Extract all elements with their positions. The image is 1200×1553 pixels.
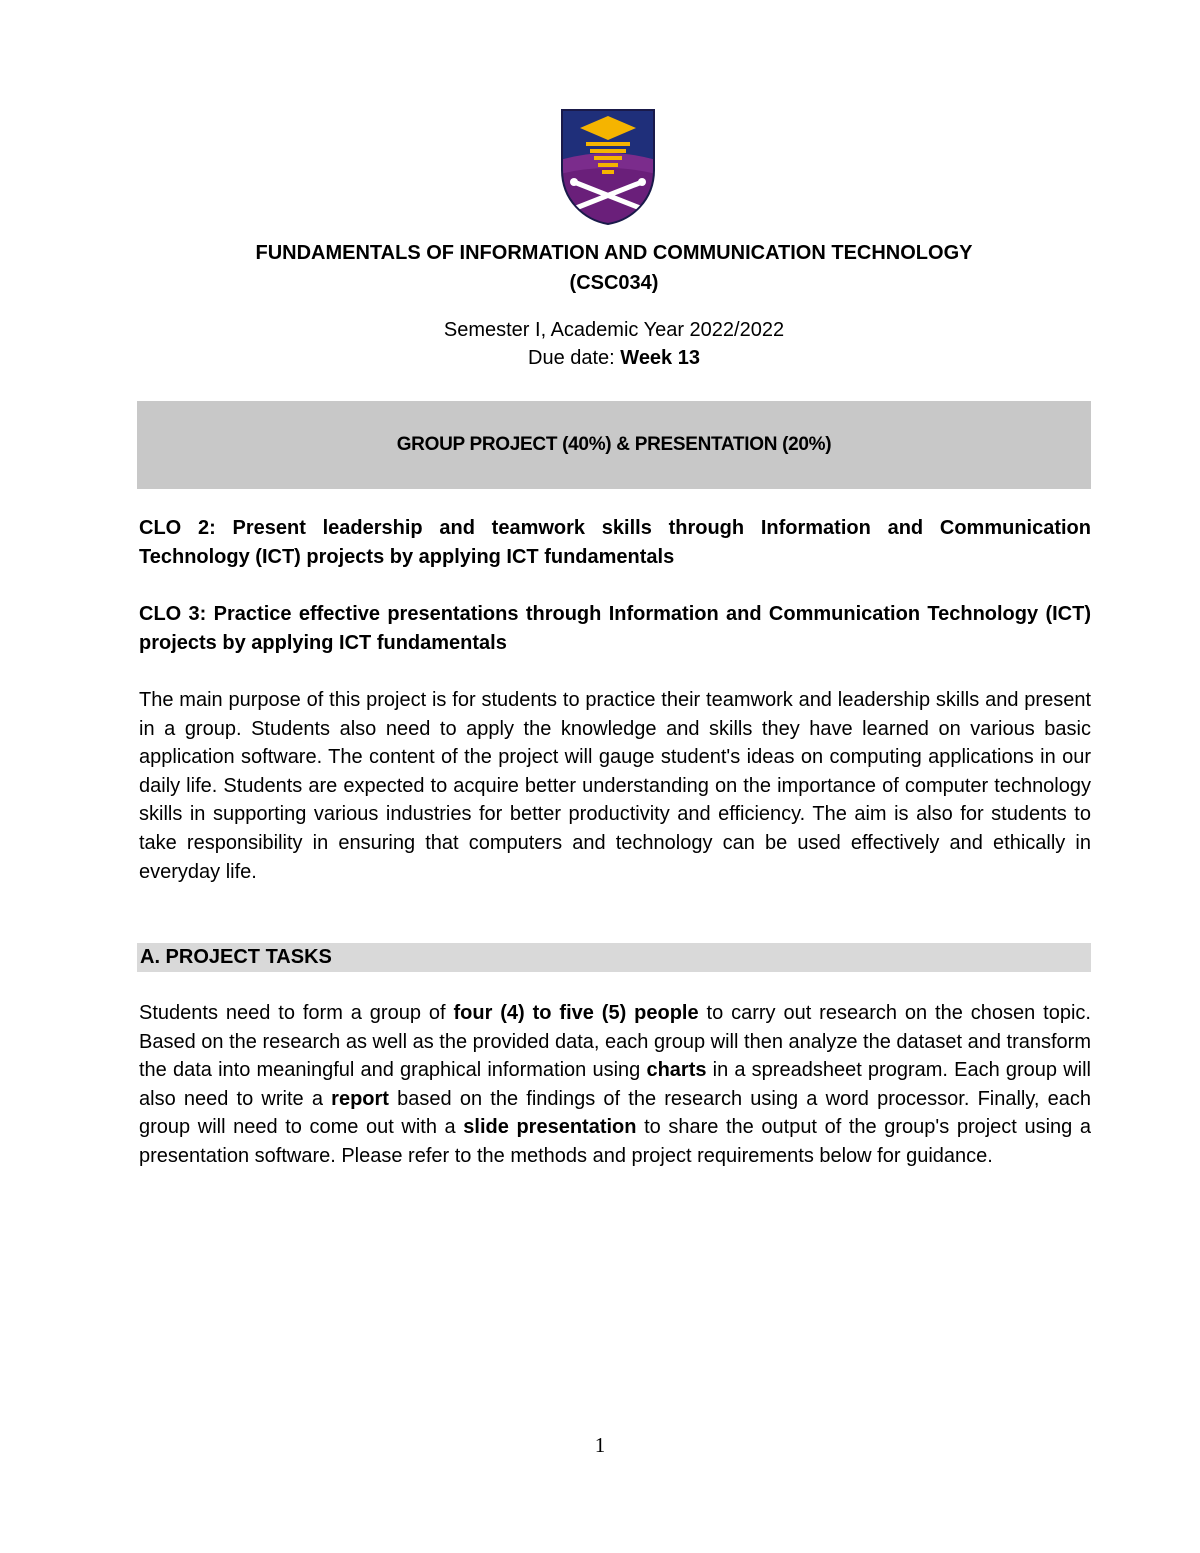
course-title	[138, 238, 1090, 298]
tasks-text-5: to share the output of the group's project using a presentation software. Please refer to the methods and project requirements below for guidance.	[139, 1116, 1091, 1167]
purpose-paragraph: The main purpose of this project is for students to practice their teamwork and leadership skills and present in a group. Students also need to apply the knowledge and skills they have learned on various basic application software. The content of the project will gauge student's ideas on computing applications in our daily life. Students are expected to acquire better understanding on the importance of computer technology skills in supporting various industries for better productivity and efficiency. The aim is also for students to take responsibility in ensuring that computers and technology can be used effectively and ethically in everyday life.	[139, 689, 1091, 883]
semester-info	[138, 316, 1090, 372]
tasks-bold-group-size: four (4) to five (5) people	[453, 1002, 699, 1024]
tasks-bold-slide-presentation: slide presentation	[463, 1116, 637, 1139]
page-number: 1	[594, 1433, 606, 1457]
course-title-line1: FUNDAMENTALS OF INFORMATION AND COMMUNICATION TECHNOLOGY	[255, 242, 973, 264]
tasks-bold-report: report	[331, 1087, 389, 1110]
clo-2: CLO 2: Present leadership and teamwork skills through Information and Communication Technology (ICT) projects by applying ICT fundamentals	[139, 517, 1091, 568]
due-date-label: Due date:	[528, 347, 621, 369]
course-code: (CSC034)	[569, 272, 659, 294]
tasks-bold-charts: charts	[646, 1059, 707, 1082]
tasks-text-1: Students need to form a group of	[139, 1002, 454, 1024]
clo-3: CLO 3: Practice effective presentations through Information and Communication Technology (ICT) projects by applying ICT fundamentals	[139, 603, 1091, 654]
university-crest-icon	[560, 108, 656, 226]
project-banner: GROUP PROJECT (40%) & PRESENTATION (20%)	[137, 401, 1091, 489]
section-a-heading: A. PROJECT TASKS	[137, 943, 1091, 972]
tasks-text-4: based on the findings of the research using a word processor. Finally, each group will need to come out with a	[139, 1087, 1091, 1139]
project-tasks-paragraph	[139, 999, 1091, 1171]
semester-line: Semester I, Academic Year 2022/2022	[443, 319, 785, 341]
due-date-value: Week 13	[620, 347, 700, 369]
tasks-text-3: in a spreadsheet program. Each group will also need to write a	[139, 1059, 1091, 1110]
tasks-text-2: to carry out research on the chosen topic. Based on the research as well as the provided data, each group will then analyze the dataset and transform the data into meaningful and graphical information using	[139, 1002, 1091, 1082]
due-date-line	[138, 344, 1090, 372]
